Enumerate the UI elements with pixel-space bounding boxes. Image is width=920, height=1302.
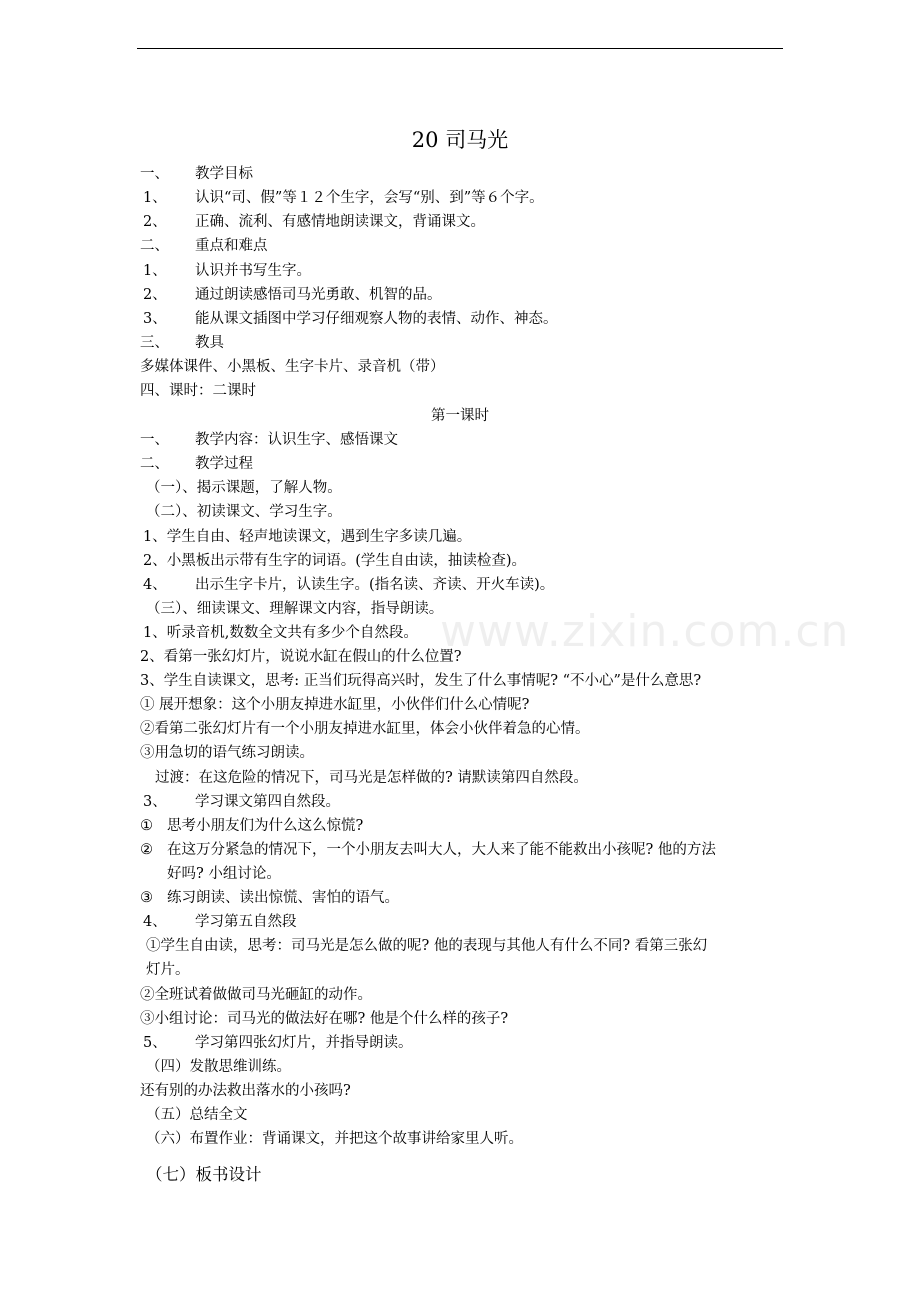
item-text: 认识“司、假”等１２个生字，会写“别、到”等６个字。 — [195, 190, 544, 206]
step-line: 2、小黑板出示带有生字的词语。(学生自由读，抽读检查)。 — [143, 553, 527, 569]
item-number: ③ — [140, 890, 153, 906]
item-text: 在这万分紧急的情况下，一个小朋友去叫大人，大人来了能不能救出小孩呢? 他的方法 — [167, 842, 716, 858]
section-number: 二、 — [140, 456, 169, 472]
list-item — [143, 792, 340, 812]
item-number: ② — [140, 842, 153, 858]
item-number: 1、 — [143, 263, 167, 279]
step-line: ②全班试着做做司马光砸缸的动作。 — [140, 987, 372, 1003]
item-number: 2、 — [143, 214, 167, 230]
list-item — [140, 816, 364, 836]
section-heading: 教学过程 — [195, 456, 253, 472]
section-objectives — [140, 164, 253, 184]
section-process — [140, 454, 253, 474]
item-number: ① — [140, 818, 153, 834]
step-line: 还有别的办法救出落水的小孩吗? — [140, 1083, 351, 1099]
section-number: 一、 — [140, 166, 169, 182]
section-heading: 教学内容：认识生字、感悟课文 — [195, 432, 398, 448]
section-number: 二、 — [140, 238, 169, 254]
section-number: 一、 — [140, 432, 169, 448]
list-item — [140, 840, 716, 860]
step-line: ③小组讨论：司马光的做法好在哪? 他是个什么样的孩子? — [140, 1011, 509, 1027]
step-line: 1、学生自由、轻声地读课文，遇到生字多读几遍。 — [143, 529, 472, 545]
step-line: 2、看第一张幻灯片，说说水缸在假山的什么位置? — [140, 649, 462, 665]
step-line: ①学生自由读，思考：司马光是怎么做的呢? 他的表现与其他人有什么不同? 看第三张幻 — [146, 938, 708, 954]
continuation-line: 好吗? 小组讨论。 — [167, 866, 281, 882]
list-item — [143, 912, 297, 932]
section-heading: 重点和难点 — [195, 238, 268, 254]
step-line: （一）、揭示课题，了解人物。 — [146, 480, 342, 496]
list-item — [143, 1033, 413, 1053]
step-line: （二）、初读课文、学习生字。 — [146, 504, 342, 520]
list-item — [143, 212, 485, 232]
item-text: 学习第五自然段 — [195, 914, 297, 930]
item-number: 2、 — [143, 287, 167, 303]
list-item — [143, 188, 544, 208]
list-item — [143, 261, 311, 281]
section-tools — [140, 333, 224, 353]
step-line: （五）总结全文 — [146, 1107, 248, 1123]
item-text: 学习课文第四自然段。 — [195, 794, 340, 810]
step-line: 3、学生自读课文，思考: 正当们玩得高兴时，发生了什么事情呢? “不小心”是什么意思? — [140, 673, 702, 689]
tools-text: 多媒体课件、小黑板、生字卡片、录音机（带） — [140, 359, 445, 375]
list-item — [140, 888, 399, 908]
section-heading: 教学目标 — [195, 166, 253, 182]
step-line: （四）发散思维训练。 — [146, 1059, 291, 1075]
section-key-points — [140, 236, 268, 256]
step-line: ③用急切的语气练习朗读。 — [140, 745, 314, 761]
step-line: （六）布置作业：背诵课文，并把这个故事讲给家里人听。 — [146, 1131, 523, 1147]
item-number: 5、 — [143, 1035, 167, 1051]
item-number: 3、 — [143, 794, 167, 810]
section-number: 三、 — [140, 335, 169, 351]
item-text: 思考小朋友们为什么这么惊慌? — [167, 818, 364, 834]
item-text: 练习朗读、读出惊慌、害怕的语气。 — [167, 890, 399, 906]
item-number: 4、 — [143, 914, 167, 930]
page-title: 20 司马光 — [411, 128, 509, 152]
step-line: （三）、细读课文、理解课文内容，指导朗读。 — [146, 601, 444, 617]
transition-line: 过渡：在这危险的情况下，司马光是怎样做的? 请默读第四自然段。 — [155, 770, 588, 786]
list-item — [143, 309, 558, 329]
watermark: www.zixin.com.cn — [440, 606, 850, 657]
list-item — [143, 285, 442, 305]
step-line: 1、听录音机,数数全文共有多少个自然段。 — [143, 625, 418, 641]
continuation-line: 灯片。 — [146, 962, 190, 978]
item-text: 认识并书写生字。 — [195, 263, 311, 279]
step-line: ②看第二张幻灯片有一个小朋友掉进水缸里，体会小伙伴着急的心情。 — [140, 721, 590, 737]
period-heading: 第一课时 — [431, 408, 489, 424]
item-number: 1、 — [143, 190, 167, 206]
header-rule — [137, 48, 783, 49]
item-text: 正确、流利、有感情地朗读课文，背诵课文。 — [195, 214, 485, 230]
item-text: 能从课文插图中学习仔细观察人物的表情、动作、神态。 — [195, 311, 558, 327]
board-design-heading: （七）板书设计 — [146, 1165, 262, 1184]
item-text: 出示生字卡片，认读生字。(指名读、齐读、开火车读)。 — [195, 577, 555, 593]
step-line: ① 展开想象：这个小朋友掉进水缸里，小伙伴们什么心情呢? — [140, 697, 530, 713]
item-number: 4、 — [143, 577, 167, 593]
item-text: 通过朗读感悟司马光勇敢、机智的品。 — [195, 287, 442, 303]
item-text: 学习第四张幻灯片，并指导朗读。 — [195, 1035, 413, 1051]
section-heading: 教具 — [195, 335, 224, 351]
section-periods: 四、课时：二课时 — [140, 383, 256, 399]
list-item — [143, 575, 555, 595]
section-content — [140, 430, 398, 450]
item-number: 3、 — [143, 311, 167, 327]
